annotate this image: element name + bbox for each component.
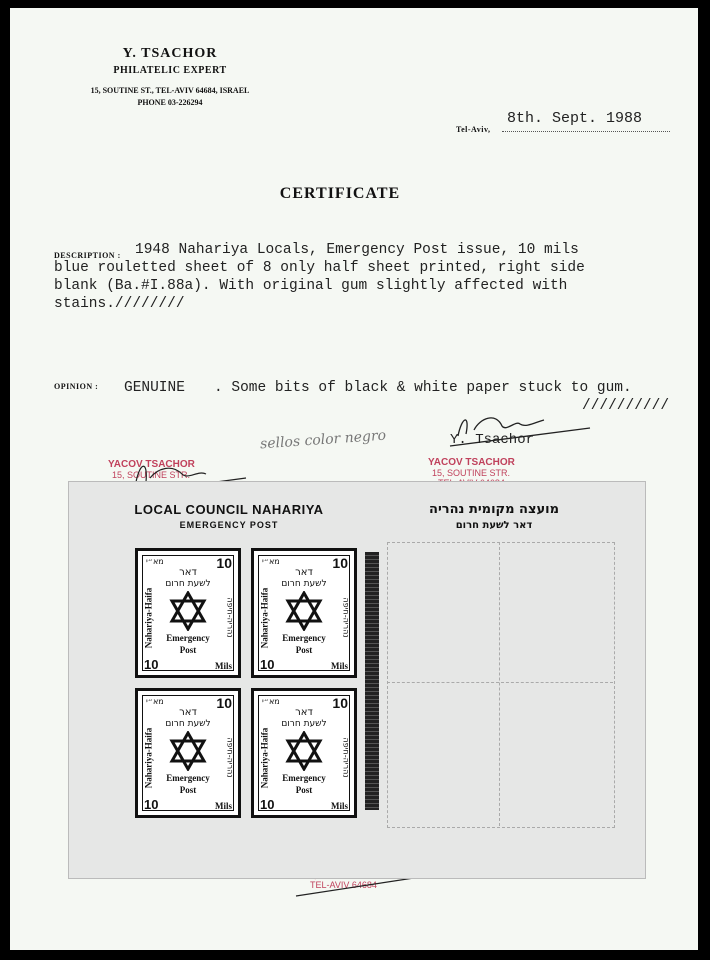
description-line-2: blue rouletted sheet of 8 only half sheet printed, right side bbox=[54, 260, 585, 276]
stamp-value-top: 10 bbox=[332, 555, 348, 571]
expert-title: PHILATELIC EXPERT bbox=[113, 65, 227, 76]
opinion-verdict: GENUINE bbox=[124, 380, 185, 396]
expert-phone: PHONE 03-226294 bbox=[137, 98, 203, 107]
stamp-post: Post bbox=[295, 785, 313, 795]
certificate-title: CERTIFICATE bbox=[279, 185, 401, 202]
opinion-text: . Some bits of black & white paper stuck to gum. bbox=[214, 380, 632, 396]
date-rule bbox=[502, 131, 670, 132]
expert-name: Y. TSACHOR bbox=[122, 46, 218, 61]
stamp-emergency: Emergency bbox=[282, 773, 326, 783]
description-label: DESCRIPTION : bbox=[54, 251, 121, 260]
stamp-side-text: Nahariya-Haifa bbox=[143, 727, 154, 789]
stamp-mils: Mils bbox=[215, 801, 232, 811]
certificate-page bbox=[10, 8, 698, 950]
star-of-david-icon bbox=[168, 591, 208, 631]
rubber-stamp-bottom: TEL-AVIV 64684 bbox=[310, 880, 377, 890]
blank-right-half bbox=[387, 542, 615, 828]
sheet-margin-bar bbox=[365, 552, 379, 810]
stamp-emergency-he: לשעת חרום bbox=[165, 719, 211, 729]
stamp-value-bottom: 10 bbox=[260, 657, 275, 672]
stamp-4 bbox=[251, 688, 357, 818]
star-of-david-icon bbox=[284, 731, 324, 771]
sheet-subtitle-en: EMERGENCY POST bbox=[179, 520, 279, 530]
stamp-post: Post bbox=[179, 785, 197, 795]
stamp-emergency-he: לשעת חרום bbox=[165, 579, 211, 589]
stamp-side-text: Nahariya-Haifa bbox=[143, 587, 154, 649]
description-line-1: 1948 Nahariya Locals, Emergency Post issue, 10 mils bbox=[135, 242, 579, 258]
stamp-value-bottom: 10 bbox=[260, 797, 275, 812]
stamp-mils: Mils bbox=[331, 661, 348, 671]
stamp-post-he: דאר bbox=[295, 707, 313, 718]
stamp-2 bbox=[251, 548, 357, 678]
date-place: Tel-Aviv, bbox=[456, 125, 491, 134]
stamp-1 bbox=[135, 548, 241, 678]
handwritten-signature bbox=[440, 406, 600, 456]
stamp-side-text-he: נהריה-חיפה bbox=[225, 597, 235, 638]
rubber-stamp-right: YACOV TSACHOR 15, SOUTINE STR. bbox=[428, 457, 515, 478]
stamp-value-top: 10 bbox=[332, 695, 348, 711]
star-of-david-icon bbox=[168, 731, 208, 771]
description-line-3: blank (Ba.#I.88a). With original gum slightly affected with bbox=[54, 278, 568, 294]
stamp-emergency-he: לשעת חרום bbox=[281, 719, 327, 729]
stamp-post-he: דאר bbox=[179, 567, 197, 578]
stamp-side-text-he: נהריה-חיפה bbox=[341, 597, 351, 638]
stamp-mils: Mils bbox=[331, 801, 348, 811]
stamp-currency-he: מא״י bbox=[262, 557, 280, 566]
stamp-emergency: Emergency bbox=[166, 633, 210, 643]
sheet-title-en: LOCAL COUNCIL NAHARIYA bbox=[134, 502, 324, 517]
stamp-value-top: 10 bbox=[216, 695, 232, 711]
stamp-currency-he: מא״י bbox=[262, 697, 280, 706]
opinion-label: OPINION : bbox=[54, 382, 99, 391]
stamp-post: Post bbox=[295, 645, 313, 655]
star-of-david-icon bbox=[284, 591, 324, 631]
stamp-currency-he: מא״י bbox=[146, 697, 164, 706]
stamp-value-bottom: 10 bbox=[144, 797, 159, 812]
stamp-post-he: דאר bbox=[295, 567, 313, 578]
date-value: 8th. Sept. 1988 bbox=[507, 110, 643, 127]
roulette-line-h bbox=[387, 682, 613, 683]
stamp-post: Post bbox=[179, 645, 197, 655]
stamp-value-top: 10 bbox=[216, 555, 232, 571]
sheet-title-he: מועצה מקומית נהריה bbox=[429, 502, 559, 517]
description-line-4: stains.//////// bbox=[54, 296, 185, 312]
expert-address: 15, SOUTINE ST., TEL-AVIV 64684, ISRAEL bbox=[90, 86, 250, 95]
stamp-emergency-he: לשעת חרום bbox=[281, 579, 327, 589]
handwritten-note: sellos color negro bbox=[259, 427, 387, 453]
stamp-sheet-photocopy bbox=[68, 481, 646, 879]
stamp-emergency: Emergency bbox=[166, 773, 210, 783]
stamp-side-text: Nahariya-Haifa bbox=[259, 587, 270, 649]
typed-signature: Y. Tsachor bbox=[450, 432, 535, 448]
rubber-stamp-left: YACOV TSACHOR 15, SOUTINE STR. bbox=[108, 459, 195, 480]
stamp-side-text: Nahariya-Haifa bbox=[259, 727, 270, 789]
stamp-emergency: Emergency bbox=[282, 633, 326, 643]
stamp-mils: Mils bbox=[215, 661, 232, 671]
opinion-slashes: ////////// bbox=[582, 398, 670, 414]
stamp-side-text-he: נהריה-חיפה bbox=[225, 737, 235, 778]
stamp-3 bbox=[135, 688, 241, 818]
stamp-side-text-he: נהריה-חיפה bbox=[341, 737, 351, 778]
stamp-value-bottom: 10 bbox=[144, 657, 159, 672]
roulette-line bbox=[499, 542, 500, 826]
stamp-currency-he: מא״י bbox=[146, 557, 164, 566]
sheet-subtitle-he: דאר לשעת חרום bbox=[455, 520, 533, 531]
stamp-post-he: דאר bbox=[179, 707, 197, 718]
